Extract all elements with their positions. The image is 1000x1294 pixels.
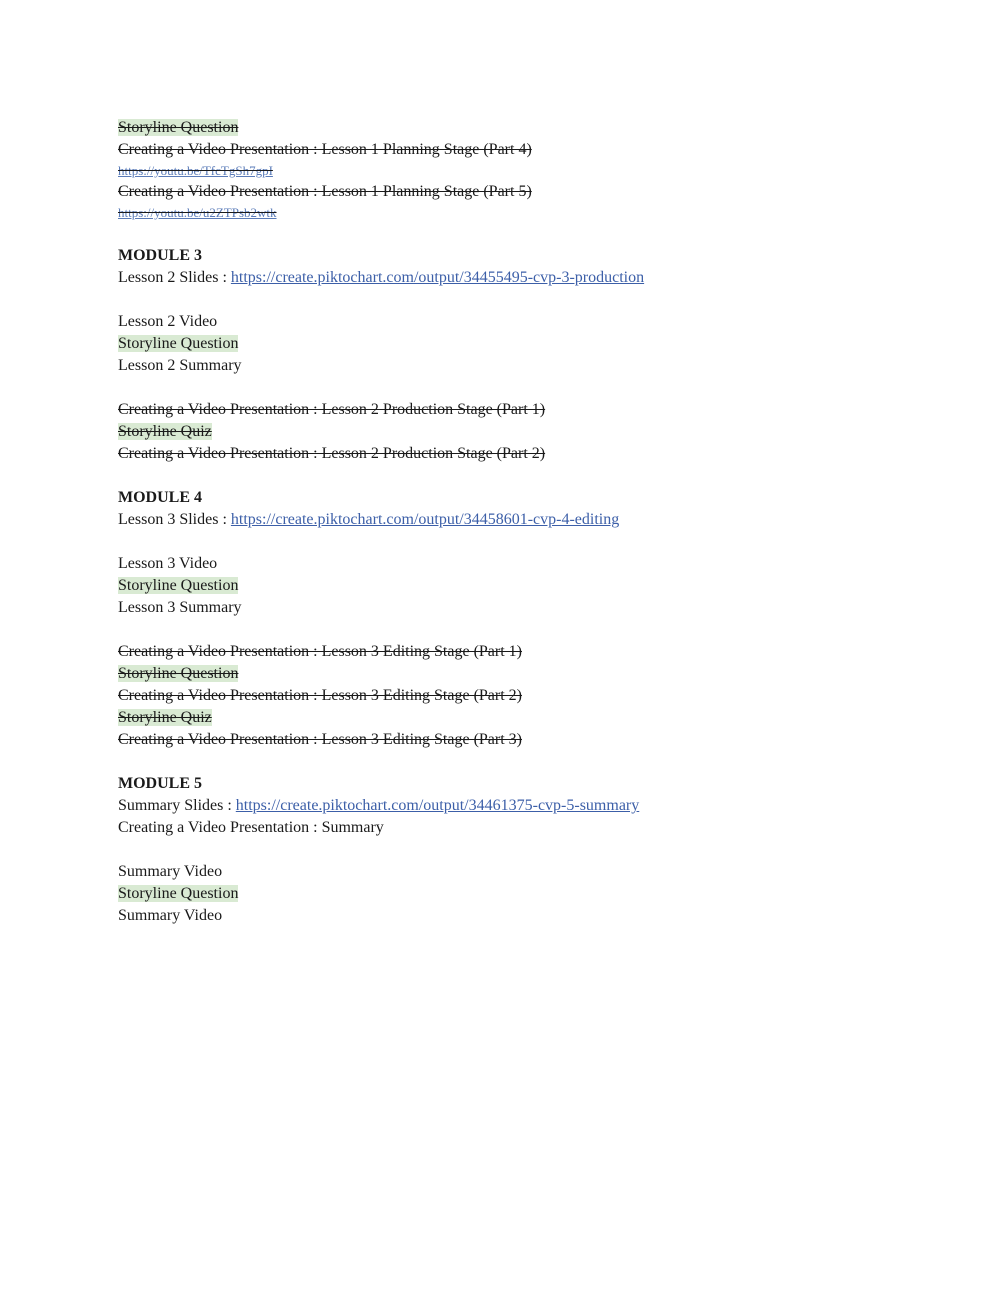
module5-slides-label: Summary Slides :	[118, 797, 236, 814]
module3-question-row	[118, 333, 918, 355]
spacer	[118, 465, 918, 487]
storyline-question-label: Storyline Question	[118, 119, 239, 136]
module3-heading: MODULE 3	[118, 247, 202, 264]
lesson1-part5-link[interactable]: https://youtu.be/u2ZTPsb2wtk	[118, 205, 277, 220]
module5-title: Creating a Video Presentation : Summary	[118, 819, 384, 836]
spacer	[118, 289, 918, 311]
spacer	[118, 619, 918, 641]
module5-video: Summary Video	[118, 863, 223, 880]
module4-summary: Lesson 3 Summary	[118, 599, 242, 616]
module4-quiz-row	[118, 707, 918, 729]
module3-slides-link[interactable]: https://create.piktochart.com/output/34455495-cvp-3-production	[230, 269, 645, 286]
spacer	[118, 377, 918, 399]
module4-slides-link[interactable]: https://create.piktochart.com/output/34458601-cvp-4-editing	[230, 511, 620, 528]
module3-slides-label: Lesson 2 Slides :	[118, 269, 231, 286]
spacer	[118, 839, 918, 861]
module5-video-2: Summary Video	[118, 907, 223, 924]
module5-slides-row	[118, 795, 918, 817]
lesson1-part4-title: Creating a Video Presentation : Lesson 1 Planning Stage (Part 4)	[118, 141, 532, 158]
lesson1-part4-link-row	[118, 161, 918, 181]
module3-video: Lesson 2 Video	[118, 313, 218, 330]
module3-storyline-question: Storyline Question	[118, 335, 239, 352]
lesson1-part5-link-row	[118, 203, 918, 223]
module4-heading: MODULE 4	[118, 489, 202, 506]
module4-part3: Creating a Video Presentation : Lesson 3 Editing Stage (Part 3)	[118, 731, 522, 748]
module5-slides-link[interactable]: https://create.piktochart.com/output/34461375-cvp-5-summary	[235, 797, 640, 814]
module3-part2: Creating a Video Presentation : Lesson 2 Production Stage (Part 2)	[118, 445, 546, 462]
module3-storyline-quiz: Storyline Quiz	[118, 423, 212, 440]
lesson1-part5-title: Creating a Video Presentation : Lesson 1 Planning Stage (Part 5)	[118, 183, 532, 200]
module4-question2-row	[118, 663, 918, 685]
document-page	[118, 117, 918, 927]
spacer	[118, 223, 918, 245]
spacer	[118, 751, 918, 773]
module4-part1: Creating a Video Presentation : Lesson 3 Editing Stage (Part 1)	[118, 643, 522, 660]
module4-storyline-question: Storyline Question	[118, 577, 239, 594]
module4-slides-row	[118, 509, 918, 531]
module4-storyline-quiz: Storyline Quiz	[118, 709, 212, 726]
module4-part2: Creating a Video Presentation : Lesson 3 Editing Stage (Part 2)	[118, 687, 522, 704]
module4-slides-label: Lesson 3 Slides :	[118, 511, 231, 528]
spacer	[118, 531, 918, 553]
module4-video: Lesson 3 Video	[118, 555, 218, 572]
module3-part1: Creating a Video Presentation : Lesson 2 Production Stage (Part 1)	[118, 401, 546, 418]
module3-slides-row	[118, 267, 918, 289]
lesson1-part4-link[interactable]: https://youtu.be/TfcTgSh7gpI	[118, 163, 273, 178]
module4-storyline-question-2: Storyline Question	[118, 665, 239, 682]
module5-question-row	[118, 883, 918, 905]
module5-storyline-question: Storyline Question	[118, 885, 239, 902]
module3-summary: Lesson 2 Summary	[118, 357, 242, 374]
module3-quiz-row	[118, 421, 918, 443]
top-section-item	[118, 117, 918, 139]
module4-question-row	[118, 575, 918, 597]
module5-heading: MODULE 5	[118, 775, 202, 792]
